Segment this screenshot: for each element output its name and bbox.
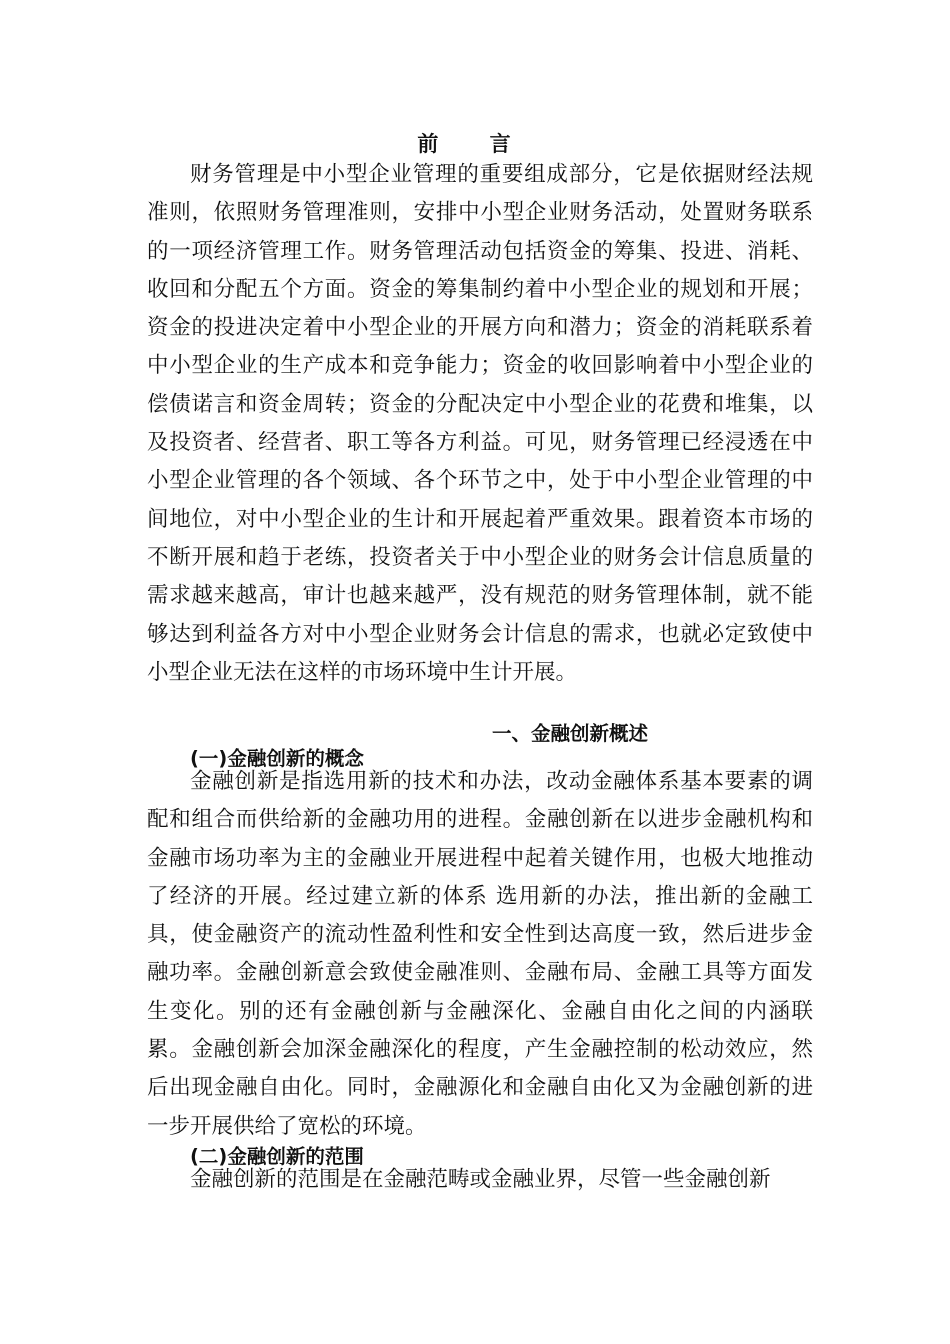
subsection-heading-concept: (一)金融创新的概念 (190, 747, 364, 770)
section-heading: 一、金融创新概述 (491, 722, 648, 745)
intro-paragraph: 财务管理是中小型企业管理的重要组成部分，它是依据财经法规准则，依照财务管理准则，安排中小型企业财务活动，处置财务联系的一项经济管理工作。财务管理活动包括资金的筹集、投进、消耗、收回和分配五个方面。资金的筹集制约着中小型企业的规划和开展；资金的投进决定着中小型企业的开展方向和潜力；资金的消耗联系着中小型企业的生产成本和竞争能力；资金的收回影响着中小型企业的偿债诺言和资金周转；资金的分配决定中小型企业的花费和堆集，以及投资者、经营者、职工等各方利益。可见，财务管理已经浸透在中小型企业管理的各个领域、各个环节之中，处于中小型企业管理的中间地位，对中小型企业的生计和开展起着严重效果。跟着资本市场的不断开展和趋于老练，投资者关于中小型企业的财务会计信息质量的需求越来越高，审计也越来越严，没有规范的财务管理体制，就不能够达到利益各方对中小型企业财务会计信息的需求，也就必定致使中小型企业无法在这样的市场环境中生计开展。 (147, 162, 813, 685)
scope-paragraph: 金融创新的范围是在金融范畴或金融业界，尽管一些金融创新 (190, 1167, 771, 1192)
concept-paragraph: 金融创新是指选用新的技术和办法，改动金融体系基本要素的调配和组合而供给新的金融功用的进程。金融创新在以进步金融机构和金融市场功率为主的金融业开展进程中起着关键作用，也极大地推动了经济的开展。经过建立新的体系 选用新的办法，推出新的金融工具，使金融资产的流动性盈利性和安全性到达高度一致，然后进步金融功率。金融创新意会致使金融准则、金融布局、金融工具等方面发生变化。别的还有金融创新与金融深化、金融自由化之间的内涵联累。金融创新会加深金融深化的程度，产生金融控制的松动效应，然后出现金融自由化。同时，金融源化和金融自由化又为金融创新的进一步开展供给了宽松的环境。 (147, 769, 813, 1139)
subsection-heading-scope: (二)金融创新的范围 (190, 1145, 364, 1168)
document-title: 前 言 (417, 132, 533, 156)
